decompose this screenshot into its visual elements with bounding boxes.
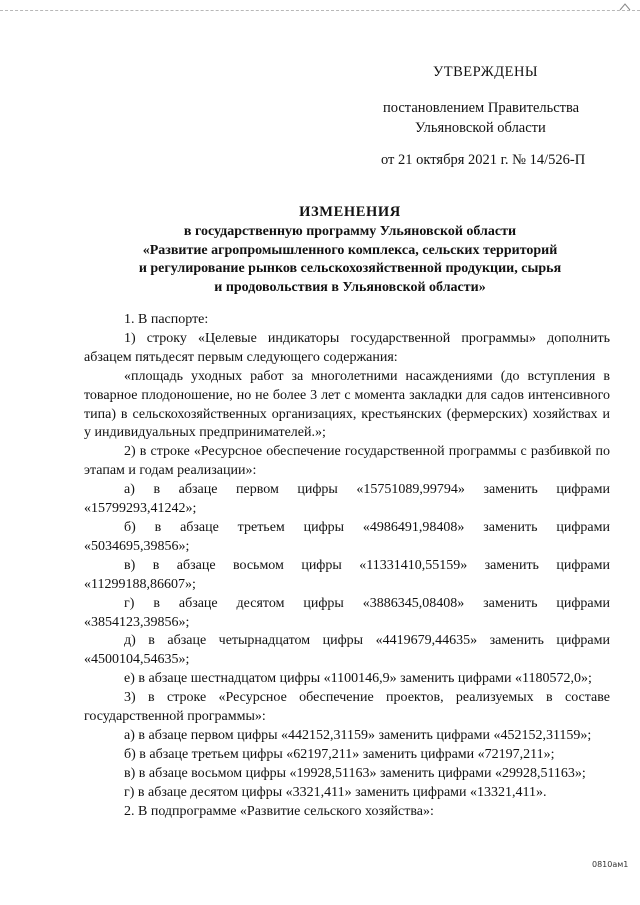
approval-date-number: от 21 октября 2021 г. № 14/526-П — [381, 152, 586, 168]
item-1-2: 2) в строке «Ресурсное обеспечение государственной программы с разбивкой по этапам и годам реализации»: — [84, 444, 610, 479]
document-title — [60, 203, 640, 298]
approved-heading: УТВЕРЖДЕНЫ — [433, 64, 539, 80]
title-heading: ИЗМЕНЕНИЯ — [299, 204, 401, 220]
item-1-2-e: е) в абзаце шестнадцатом цифры «1100146,9» заменить цифрами «1180572,0»; — [124, 671, 592, 687]
approval-line-1: постановлением Правительства — [383, 100, 580, 116]
item-1-3-g: г) в абзаце десятом цифры «3321,411» заменить цифрами «13321,411». — [124, 784, 547, 800]
corner-mark-icon — [618, 2, 632, 12]
section-1: 1. В паспорте: — [124, 312, 209, 327]
item-1-2-a: а) в абзаце первом цифры «15751089,99794» заменить цифрами «15799293,41242»; — [84, 482, 610, 517]
footer-code: 0810ам1 — [592, 860, 629, 869]
title-line-3: и регулирование рынков сельскохозяйственной продукции, сырья — [138, 261, 562, 277]
title-line-4: и продовольствия в Ульяновской области» — [214, 280, 486, 296]
item-1-2-b: б) в абзаце третьем цифры «4986491,98408» заменить цифрами «5034695,39856»; — [84, 519, 610, 554]
title-line-2: «Развитие агропромышленного комплекса, сельских территорий — [142, 242, 558, 258]
item-1-3-a: а) в абзаце первом цифры «442152,31159» заменить цифрами «452152,31159»; — [124, 727, 592, 743]
item-1-1: 1) строку «Целевые индикаторы государственной программы» дополнить абзацем пятьдесят первым следующего содержания: — [84, 330, 610, 365]
item-1-1-quote: «площадь уходных работ за многолетними насаждениями (до вступления в товарное плодоношение, но не более 3 лет с момента закладки для садов интенсивного типа) в сельскохозяйственных организациях, крестьянских (фермерских) хозяйствах и у индивидуальных предпринимателей.»; — [84, 368, 610, 441]
document-body — [84, 311, 610, 821]
item-1-2-v: в) в абзаце восьмом цифры «11331410,55159» заменить цифрами «11299188,86607»; — [84, 557, 610, 592]
section-2: 2. В подпрограмме «Развитие сельского хозяйства»: — [124, 803, 434, 819]
item-1-3-v: в) в абзаце восьмом цифры «19928,51163» заменить цифрами «29928,51163»; — [124, 765, 586, 781]
item-1-2-g: г) в абзаце десятом цифры «3886345,08408» заменить цифрами «3854123,39856»; — [84, 595, 610, 630]
page-top-edge — [0, 10, 640, 12]
item-1-3: 3) в строке «Ресурсное обеспечение проектов, реализуемых в составе государственной программы»: — [84, 690, 610, 725]
approval-line-2: Ульяновской области — [415, 120, 546, 136]
title-line-1: в государственную программу Ульяновской области — [183, 223, 517, 239]
item-1-2-d: д) в абзаце четырнадцатом цифры «4419679,44635» заменить цифрами «4500104,54635»; — [84, 633, 610, 668]
item-1-3-b: б) в абзаце третьем цифры «62197,211» заменить цифрами «72197,211»; — [124, 746, 555, 762]
